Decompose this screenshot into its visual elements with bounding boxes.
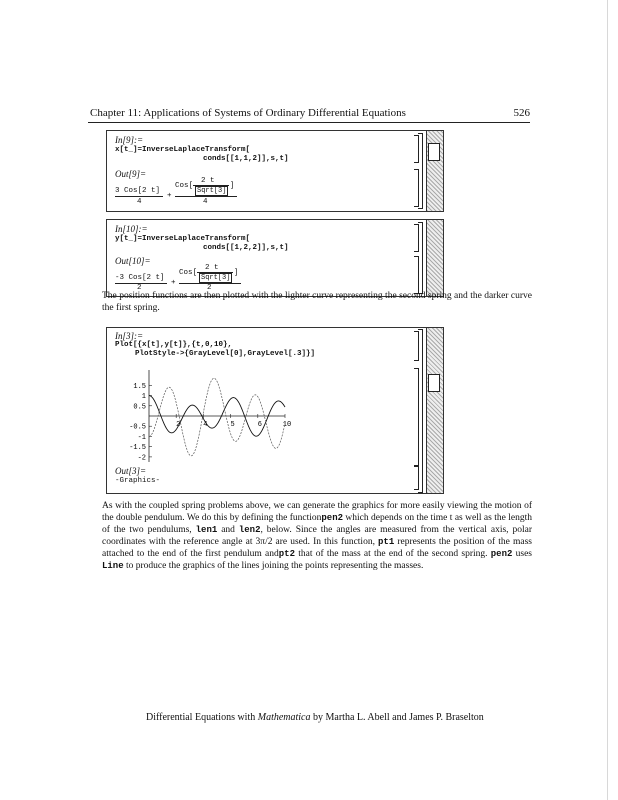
scroll-thumb[interactable] [428, 143, 440, 161]
group-cell-bracket[interactable] [418, 222, 423, 294]
sqrt-box: Sqrt[3] [197, 187, 227, 195]
fraction-denominator: 4 [137, 198, 142, 206]
group-cell-bracket[interactable] [418, 133, 423, 209]
input-code-line[interactable]: conds[[1,2,2]],s,t] [203, 244, 289, 252]
input-code-line[interactable]: PlotStyle->{GrayLevel[0],GrayLevel[.3]}] [135, 350, 316, 358]
footer-prefix: Differential Equations with [146, 712, 258, 723]
paragraph-text: which depends on the time t as well as the length of the two pendulums, [102, 513, 533, 535]
scroll-thumb[interactable] [428, 374, 440, 392]
code-identifier: pen2 [321, 513, 344, 523]
plus-sign: + [171, 279, 176, 287]
cos-suffix: ] [230, 182, 235, 190]
code-identifier: pen2 [490, 549, 513, 559]
input-code-line[interactable]: x[t_]=InverseLaplaceTransform[ [115, 146, 251, 154]
notebook-cell-10 [106, 219, 444, 297]
x-tick-label: 4 [203, 421, 208, 429]
series-line-y [149, 378, 285, 456]
plus-sign: + [167, 192, 172, 200]
chapter-title: Chapter 11: Applications of Systems of Ordinary Differential Equations [90, 107, 406, 119]
code-identifier: Line [102, 561, 124, 571]
footer-book-title: Mathematica [257, 712, 311, 723]
graphics-output: -Graphics- [115, 477, 161, 485]
y-tick-label: 1 [141, 393, 146, 402]
code-identifier: len2 [238, 525, 261, 535]
y-tick-label: -1 [137, 433, 146, 442]
fraction-numerator: -3 Cos[2 t] [115, 274, 165, 282]
input-code-line[interactable]: y[t_]=InverseLaplaceTransform[ [115, 235, 251, 243]
cos-numerator: 2 t [201, 177, 215, 185]
y-tick-label: 0.5 [133, 403, 146, 412]
in-label: In[9]:= [115, 135, 144, 145]
sqrt-box: Sqrt[3] [201, 274, 231, 282]
cos-prefix: Cos[ [179, 269, 198, 277]
scrollbar[interactable] [426, 328, 443, 493]
x-tick-label: 5 [230, 421, 235, 429]
cos-suffix: ] [234, 269, 239, 277]
x-tick-label: 10 [282, 421, 291, 429]
footer-authors: by Martha L. Abell and James P. Braselton [310, 712, 484, 723]
fraction-denominator: 4 [203, 198, 208, 206]
paragraph-plot-intro: The position functions are then plotted with the lighter curve representing the second spring and the darker curve the first spring. [102, 291, 532, 313]
in-label: In[10]:= [115, 224, 148, 234]
fraction-line [175, 196, 237, 197]
paragraph-text: and [217, 525, 239, 535]
cos-numerator: 2 t [205, 264, 219, 272]
page-header [90, 107, 530, 121]
cos-prefix: Cos[ [175, 182, 194, 190]
paragraph-text: represents the position of the mass attached to the end of the first pendulum and [102, 537, 532, 559]
scrollbar[interactable] [426, 220, 443, 296]
fraction-line [115, 196, 163, 197]
header-rule [88, 122, 530, 123]
plot-graphic [111, 366, 291, 466]
paragraph-text: , below. Since the angles are measured from the vertical axis, polar coordinates with the reference angle at 3π/2 are used. In this function, [102, 525, 532, 547]
out-label: Out[3]= [115, 466, 147, 476]
page-edge [607, 0, 608, 800]
y-tick-label: -1.5 [129, 444, 146, 453]
y-tick-label: -2 [137, 454, 146, 463]
fraction-denominator: 2 [137, 284, 142, 292]
x-tick-label: 6 [257, 421, 262, 429]
paragraph-double-pendulum [102, 500, 532, 572]
fraction-numerator: 3 Cos[2 t] [115, 187, 161, 195]
x-tick-label: 2 [176, 421, 181, 429]
y-tick-label: -0.5 [129, 423, 146, 432]
paragraph-text: uses [512, 549, 532, 559]
fraction-denominator: 2 [207, 284, 212, 292]
page-footer [146, 712, 484, 723]
group-cell-bracket[interactable] [418, 329, 423, 493]
code-identifier: pt2 [278, 549, 295, 559]
scrollbar[interactable] [426, 131, 443, 211]
input-code-line[interactable]: Plot[{x[t],y[t]},{t,0,10}, [115, 341, 233, 349]
page-number: 526 [513, 107, 530, 119]
in-label: In[3]:= [115, 331, 144, 341]
notebook-cell-9 [106, 130, 444, 212]
code-identifier: pt1 [378, 537, 395, 547]
input-code-line[interactable]: conds[[1,1,2]],s,t] [203, 155, 289, 163]
notebook-cell-3 [106, 327, 444, 494]
paragraph-text: As with the coupled spring problems above, we can generate the graphics for more easily viewing the motion of the double pendulum. We do this by defining the function [102, 501, 532, 523]
y-tick-label: 1.5 [133, 382, 146, 391]
out-label: Out[9]= [115, 169, 147, 179]
out-label: Out[10]= [115, 256, 151, 266]
paragraph-text: to produce the graphics of the lines joining the points representing the masses. [123, 561, 424, 571]
code-identifier: len1 [195, 525, 218, 535]
paragraph-text: that of the mass at the end of the second spring. [294, 549, 491, 559]
